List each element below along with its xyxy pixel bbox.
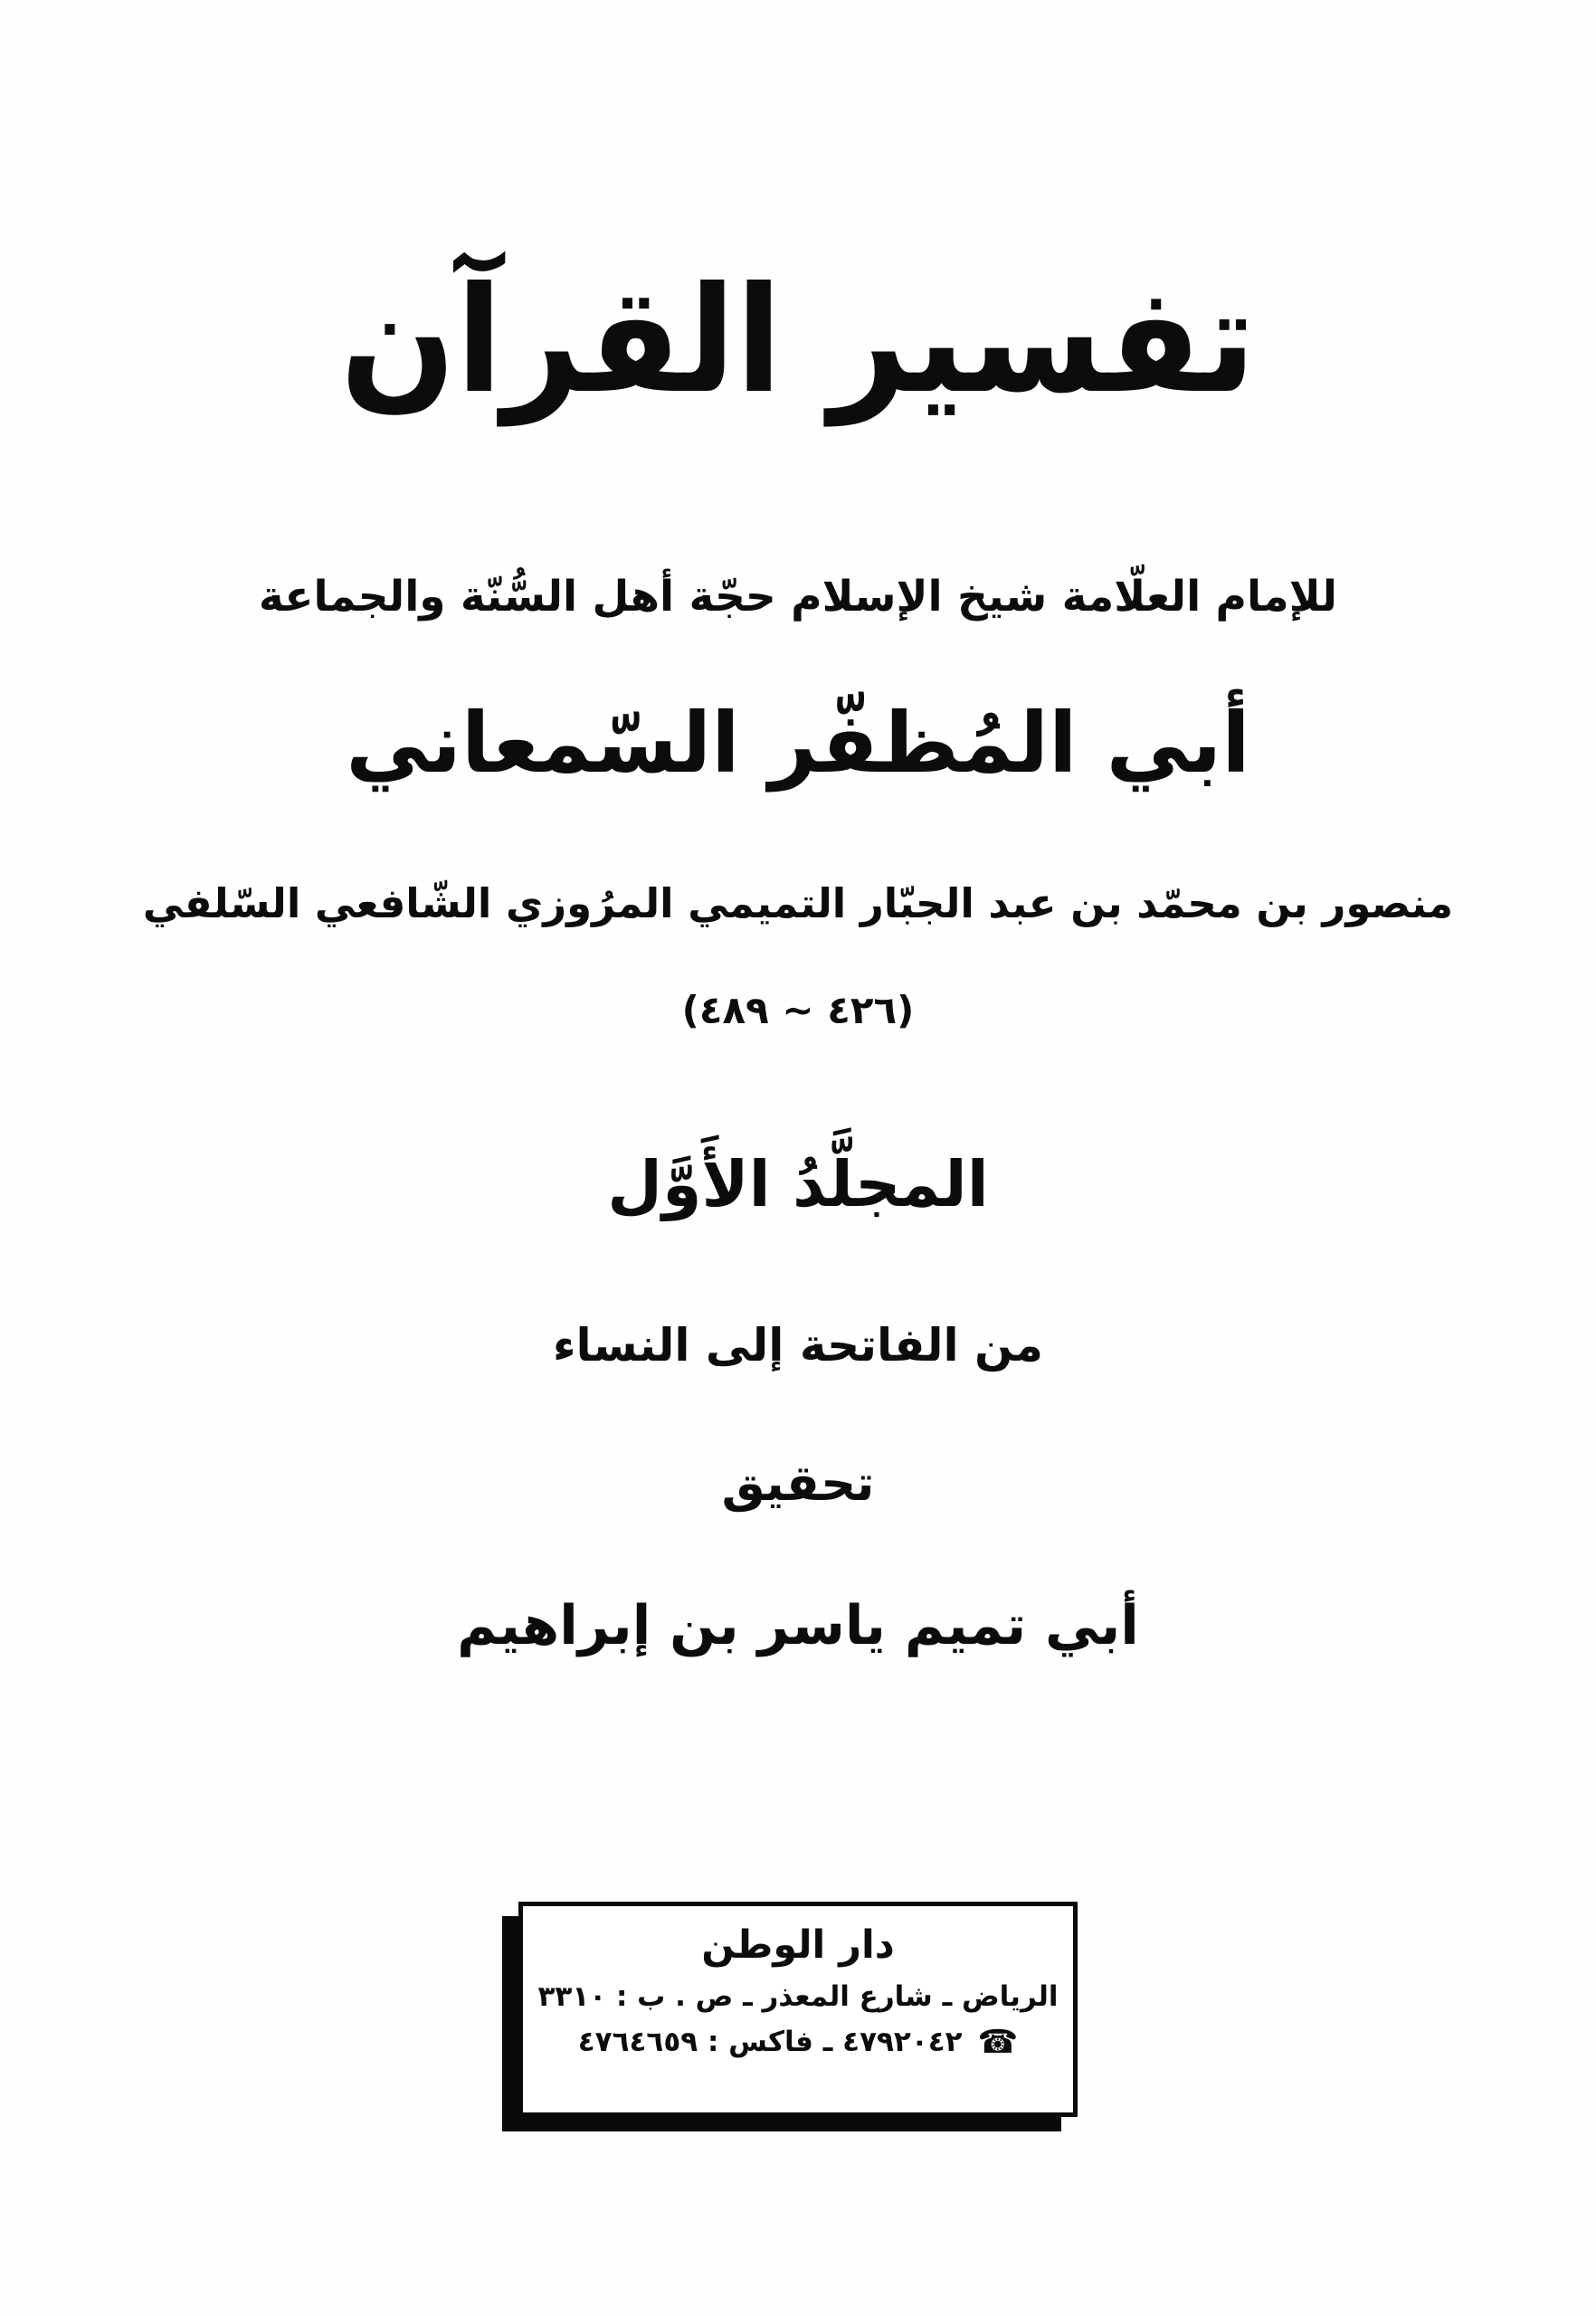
publisher-address: الرياض ـ شارع المعذر ـ ص . ب : ٣٣١٠ (537, 1980, 1059, 2013)
publisher-box (518, 1902, 1078, 2117)
publisher-name: دار الوطن (701, 1922, 895, 1968)
telephone-icon: ☎ (977, 2024, 1019, 2061)
author-kunya: أبي المُظفّر السّمعاني (346, 695, 1250, 792)
book-title-calligraphy: تفسير القرآن (339, 256, 1257, 426)
volume-surah-range: من الفاتحة إلى النساء (552, 1319, 1044, 1372)
author-full-name: منصور بن محمّد بن عبد الجبّار التميمي المرُوزي الشّافعي السّلفي (142, 879, 1454, 927)
editor-name: أبي تميم ياسر بن إبراهيم (457, 1594, 1139, 1657)
volume-label: المجلَّدُ الأَوَّل (607, 1147, 989, 1221)
tahqiq-label: تحقيق (721, 1455, 875, 1512)
author-honorific-line: للإمام العلّامة شيخ الإسلام حجّة أهل السُّنّة والجماعة (258, 572, 1338, 622)
publisher-phone-fax: ٤٧٩٢٠٤٢ ـ فاكس : ٤٧٦٤٦٥٩ (577, 2026, 963, 2058)
author-hijri-dates: (٤٢٦ ~ ٤٨٩) (681, 988, 915, 1032)
publisher-phone-line (536, 2024, 1060, 2061)
